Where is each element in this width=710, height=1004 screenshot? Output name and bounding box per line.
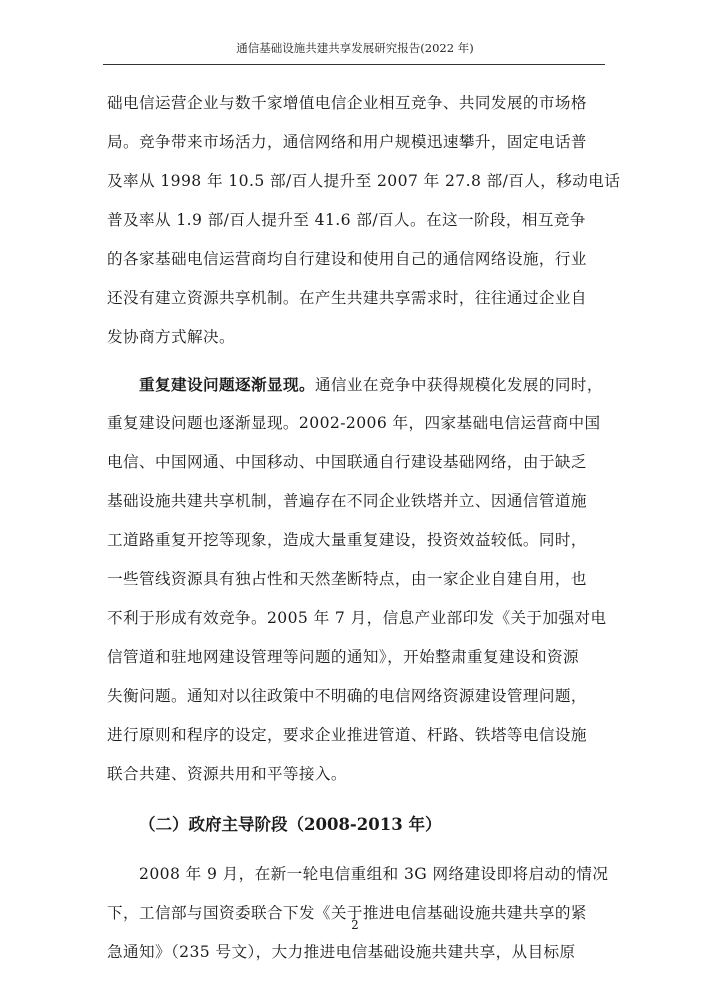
text-line: 还没有建立资源共享机制。在产生共建共享需求时，往往通过企业自 — [107, 289, 587, 307]
text-line: 急通知》（235 号文），大力推进电信基础设施共建共享，从目标原 — [107, 943, 576, 961]
text-line: 普及率从 1.9 部/百人提升至 41.6 部/百人。在这一阶段，相互竞争 — [107, 211, 586, 229]
running-header: 通信基础设施共建共享发展研究报告(2022 年) — [236, 41, 474, 55]
text-line: 础电信运营企业与数千家增值电信企业相互竞争、共同发展的市场格 — [107, 94, 587, 112]
text-line: 及率从 1998 年 10.5 部/百人提升至 2007 年 27.8 部/百人，移动电话 — [107, 172, 621, 190]
body-text — [107, 84, 621, 972]
text-line: 局。竞争带来市场活力，通信网络和用户规模迅速攀升，固定电话普 — [107, 133, 587, 151]
text-line: 联合共建、资源共用和平等接入。 — [107, 765, 347, 783]
text-line: 2008 年 9 月，在新一轮电信重组和 3G 网络建设即将启动的情况 — [139, 865, 609, 883]
text-line: 重复建设问题也逐渐显现。2002-2006 年，四家基础电信运营商中国 — [107, 414, 601, 432]
text-line: 失衡问题。通知对以往政策中不明确的电信网络资源建设管理问题， — [107, 687, 587, 705]
text-line: 下，工信部与国资委联合下发《关于推进电信基础设施共建共享的紧 — [107, 904, 587, 922]
text-line: 的各家基础电信运营商均自行建设和使用自己的通信网络设施，行业 — [107, 250, 587, 268]
text-line: 不利于形成有效竞争。2005 年 7 月，信息产业部印发《关于加强对电 — [107, 609, 607, 627]
page-number: 2 — [351, 918, 359, 932]
text-line: 工道路重复开挖等现象，造成大量重复建设，投资效益较低。同时， — [107, 531, 587, 549]
text-line: 发协商方式解决。 — [107, 328, 235, 346]
text-line: 进行原则和程序的设定，要求企业推进管道、杆路、铁塔等电信设施 — [107, 726, 587, 744]
text-line — [107, 365, 607, 404]
text-line: 信管道和驻地网建设管理等问题的通知》，开始整肃重复建设和资源 — [107, 648, 580, 666]
paragraph-government-led — [107, 855, 607, 972]
paragraph-market-competition — [107, 84, 621, 357]
header-rule — [103, 64, 605, 65]
paragraph-lead-text: 通信业在竞争中获得规模化发展的同时， — [314, 376, 603, 394]
text-line: 电信、中国网通、中国移动、中国联通自行建设基础网络，由于缺乏 — [107, 453, 587, 471]
paragraph-duplicate-construction — [107, 365, 607, 794]
text-line: 一些管线资源具有独占性和天然垄断特点，由一家企业自建自用，也 — [107, 570, 587, 588]
text-line: 基础设施共建共享机制，普遍存在不同企业铁塔并立、因通信管道施 — [107, 492, 587, 510]
section-heading: （二）政府主导阶段（2008-2013 年） — [139, 815, 442, 834]
paragraph-lead-bold: 重复建设问题逐渐显现。 — [139, 375, 315, 394]
